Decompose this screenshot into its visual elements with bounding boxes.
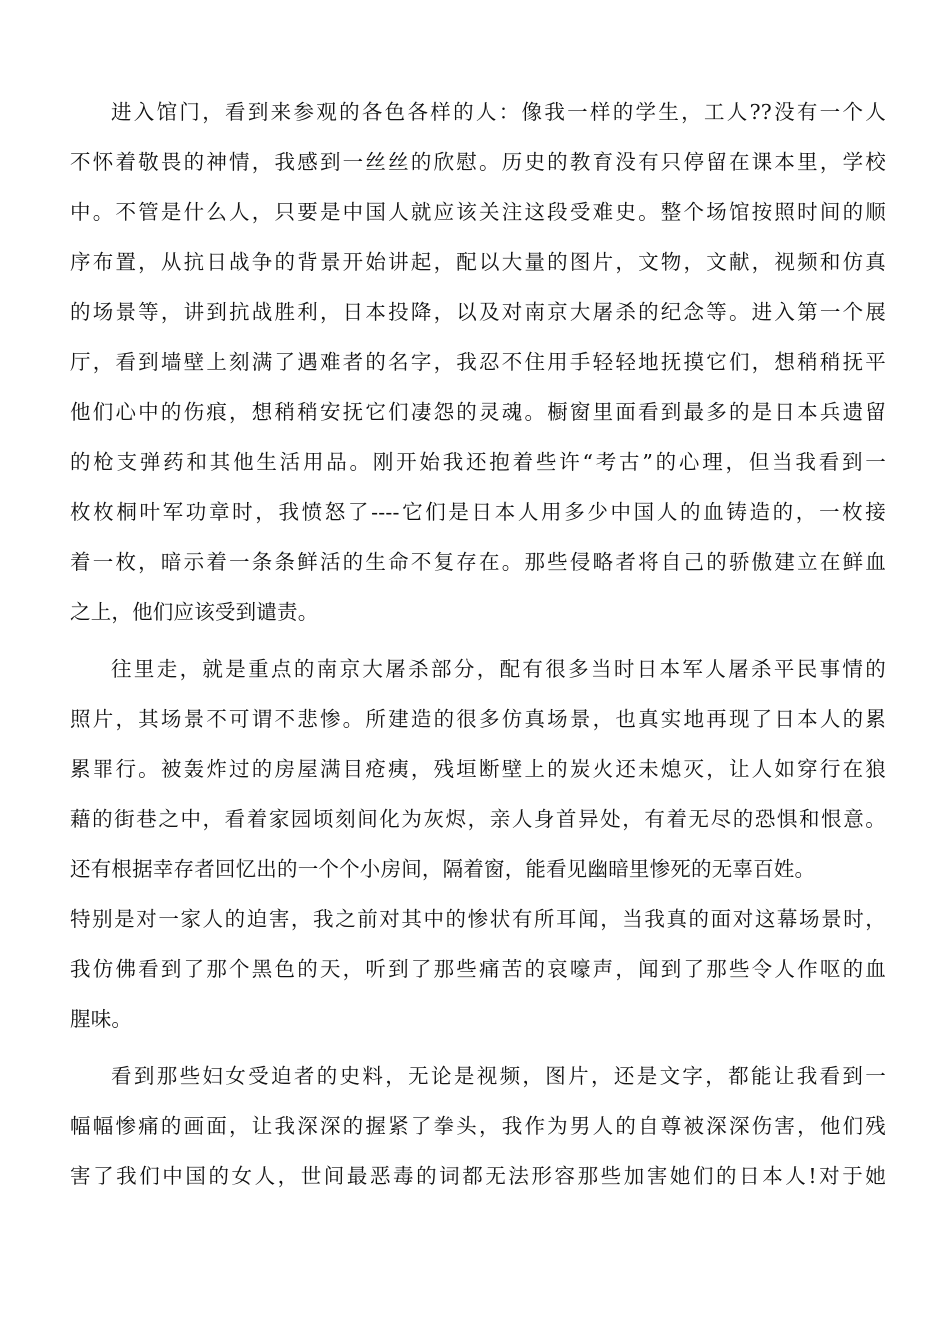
paragraph-1-line-2: 不怀着敬畏的神情，我感到一丝丝的欣慰。历史的教育没有只停留在课本里，学校: [70, 150, 886, 174]
paragraph-1-line-5: 的场景等，讲到抗战胜利，日本投降，以及对南京大屠杀的纪念等。进入第一个展: [70, 300, 886, 324]
paragraph-2-line-8: 腥味。: [70, 1007, 133, 1031]
paragraph-1-line-9: 枚枚桐叶军功章时，我愤怒了----它们是日本人用多少中国人的血铸造的，一枚接: [70, 500, 886, 524]
paragraph-3-line-1: 看到那些妇女受迫者的史料，无论是视频，图片，还是文字，都能让我看到一: [111, 1064, 886, 1088]
paragraph-1-line-4: 序布置，从抗日战争的背景开始讲起，配以大量的图片，文物，文献，视频和仿真: [70, 250, 886, 274]
paragraph-2-line-1: 往里走，就是重点的南京大屠杀部分，配有很多当时日本军人屠杀平民事情的: [111, 657, 886, 681]
paragraph-2-line-3: 累罪行。被轰炸过的房屋满目疮痍，残垣断壁上的炭火还未熄灭，让人如穿行在狼: [70, 757, 886, 781]
paragraph-3-line-3: 害了我们中国的女人，世间最恶毒的词都无法形容那些加害她们的日本人!对于她: [70, 1164, 886, 1188]
paragraph-1-line-11: 之上，他们应该受到谴责。: [70, 600, 319, 624]
paragraph-2-line-7: 我仿佛看到了那个黑色的天，听到了那些痛苦的哀嚎声，闻到了那些令人作呕的血: [70, 957, 886, 981]
paragraph-3-line-2: 幅幅惨痛的画面，让我深深的握紧了拳头，我作为男人的自尊被深深伤害，他们残: [70, 1114, 886, 1138]
paragraph-2-line-5: 还有根据幸存者回忆出的一个个小房间，隔着窗，能看见幽暗里惨死的无辜百姓。: [70, 857, 816, 881]
paragraph-2-line-6: 特别是对一家人的迫害，我之前对其中的惨状有所耳闻，当我真的面对这幕场景时，: [70, 907, 886, 931]
paragraph-1-line-1: 进入馆门，看到来参观的各色各样的人：像我一样的学生，工人??没有一个人: [111, 100, 886, 124]
paragraph-2-line-2: 照片，其场景不可谓不悲惨。所建造的很多仿真场景，也真实地再现了日本人的累: [70, 707, 886, 731]
paragraph-1-line-3: 中。不管是什么人，只要是中国人就应该关注这段受难史。整个场馆按照时间的顺: [70, 200, 886, 224]
paragraph-1-line-7: 他们心中的伤痕，想稍稍安抚它们凄怨的灵魂。橱窗里面看到最多的是日本兵遗留: [70, 400, 886, 424]
paragraph-1-line-8: 的枪支弹药和其他生活用品。刚开始我还抱着些许“考古”的心理，但当我看到一: [70, 450, 886, 474]
paragraph-2-line-4: 藉的街巷之中，看着家园顷刻间化为灰烬，亲人身首异处，有着无尽的恐惧和恨意。: [70, 807, 886, 831]
paragraph-1-line-6: 厅，看到墙壁上刻满了遇难者的名字，我忍不住用手轻轻地抚摸它们，想稍稍抚平: [70, 350, 886, 374]
paragraph-1-line-10: 着一枚，暗示着一条条鲜活的生命不复存在。那些侵略者将自己的骄傲建立在鲜血: [70, 550, 886, 574]
